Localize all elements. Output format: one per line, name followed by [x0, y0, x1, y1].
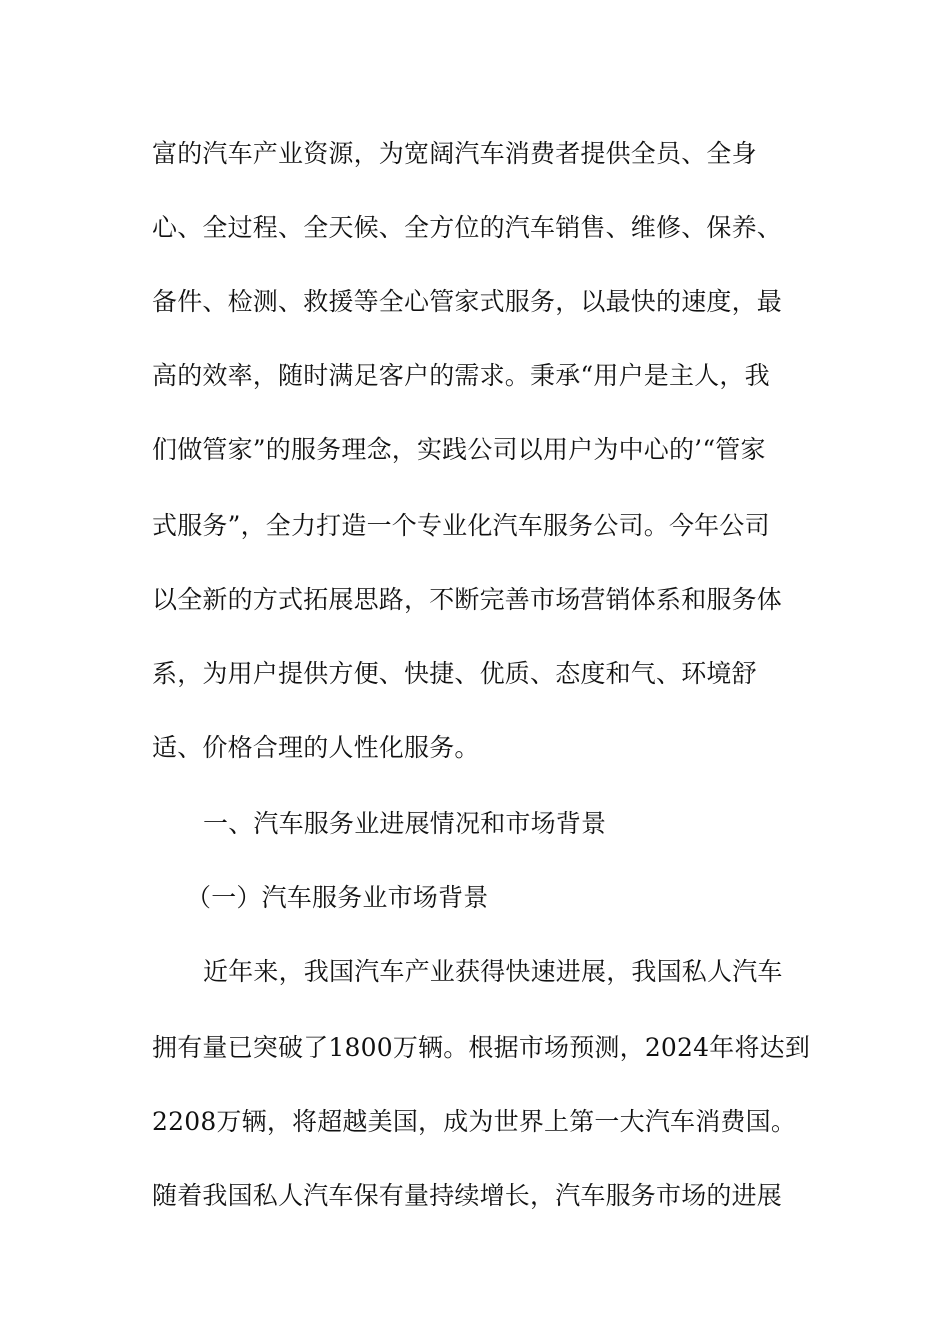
body-text-line: 备件、检测、救援等全心管家式服务，以最快的速度，最 — [152, 287, 783, 316]
body-text-line: 富的汽车产业资源，为宽阔汽车消费者提供全员、全身 — [152, 139, 757, 168]
body-text-line: 随着我国私人汽车保有量持续增长，汽车服务市场的进展 — [152, 1181, 783, 1210]
body-text-line: 心、全过程、全天候、全方位的汽车销售、维修、保养、 — [152, 213, 783, 242]
section-heading: 一、汽车服务业进展情况和市场背景 — [203, 809, 607, 838]
body-text-line: 2208万辆，将超越美国，成为世界上第一大汽车消费国。 — [152, 1107, 797, 1136]
body-text-line: 以全新的方式拓展思路，不断完善市场营销体系和服务体 — [152, 585, 783, 614]
body-text-line: 式服务”，全力打造一个专业化汽车服务公司。今年公司 — [152, 511, 770, 540]
body-text-line: 高的效率，随时满足客户的需求。秉承“用户是主人，我 — [152, 361, 770, 390]
body-text-line: 系，为用户提供方便、快捷、优质、态度和气、环境舒 — [152, 659, 757, 688]
body-text-line: 适、价格合理的人性化服务。 — [152, 733, 480, 762]
body-text-line: 们做管家”的服务理念，实践公司以用户为中心的’“管家 — [152, 435, 766, 464]
body-text-line: 拥有量已突破了1800万辆。根据市场预测，2024年将达到 — [152, 1033, 811, 1062]
subsection-heading: （一）汽车服务业市场背景 — [186, 883, 489, 912]
body-text-line: 近年来，我国汽车产业获得快速进展，我国私人汽车 — [203, 957, 783, 986]
